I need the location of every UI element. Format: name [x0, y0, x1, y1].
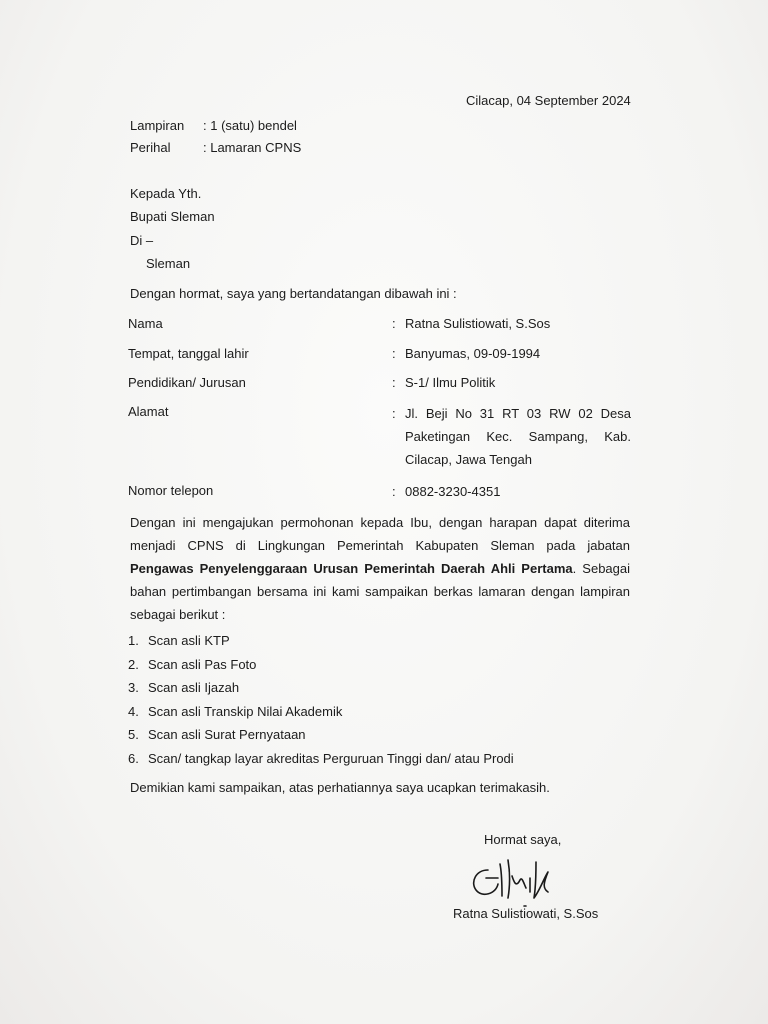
- meta-label-perihal: Perihal: [130, 140, 171, 155]
- field-label-nama: Nama: [128, 316, 163, 331]
- closing-line: Demikian kami sampaikan, atas perhatiannya saya ucapkan terimakasih.: [130, 780, 550, 795]
- field-value-pendidikan: S-1/ Ilmu Politik: [405, 375, 496, 390]
- field-label-telepon: Nomor telepon: [128, 483, 214, 498]
- list-text: Scan asli Ijazah: [148, 680, 240, 695]
- meta-label-lampiran: Lampiran: [130, 118, 185, 133]
- list-text: Scan asli Surat Pernyataan: [148, 727, 306, 742]
- list-item: [128, 704, 514, 728]
- signoff: Hormat saya,: [484, 832, 562, 847]
- field-value-nama: Ratna Sulistiowati, S.Sos: [405, 316, 551, 331]
- date-line: Cilacap, 04 September 2024: [466, 93, 631, 108]
- intro-line: Dengan hormat, saya yang bertandatangan dibawah ini :: [130, 286, 457, 301]
- meta-value-perihal: : Lamaran CPNS: [203, 140, 302, 155]
- list-number: 1.: [128, 633, 139, 648]
- list-number: 3.: [128, 680, 139, 695]
- list-text: Scan asli Transkip Nilai Akademik: [148, 703, 343, 719]
- list-item: [128, 751, 514, 775]
- recipient-line-3: Di –: [130, 233, 154, 248]
- attachment-list: [128, 633, 514, 774]
- field-colon: :: [392, 316, 396, 331]
- list-number: 2.: [128, 656, 139, 672]
- body-text-part1: Dengan ini mengajukan permohonan kepada Ibu, dengan harapan dapat diterima menjadi CPNS di Lingkungan Pemerintah Kabupaten Sleman pada jabatan: [130, 515, 630, 553]
- list-text: Scan/ tangkap layar akreditas Perguruan Tinggi dan/ atau Prodi: [148, 750, 514, 766]
- field-colon: :: [392, 406, 396, 421]
- field-colon: :: [392, 484, 396, 499]
- list-number: 6.: [128, 750, 139, 766]
- field-colon: :: [392, 375, 396, 390]
- field-colon: :: [392, 346, 396, 361]
- handwritten-signature-icon: [462, 848, 582, 908]
- field-label-ttl: Tempat, tanggal lahir: [128, 346, 249, 361]
- list-text: Scan asli KTP: [148, 633, 230, 648]
- list-item: [128, 633, 514, 657]
- body-text-part2: . Sebagai bahan pertimbangan bersama ini kami sampaikan berkas lamaran dengan lampiran sebagai berikut :: [130, 561, 630, 622]
- recipient-line-1: Kepada Yth.: [130, 186, 202, 201]
- field-label-pendidikan: Pendidikan/ Jurusan: [128, 375, 246, 390]
- recipient-line-2: Bupati Sleman: [130, 209, 215, 224]
- meta-value-lampiran: : 1 (satu) bendel: [203, 118, 297, 133]
- position-title: Pengawas Penyelenggaraan Urusan Pemerintah Daerah Ahli Pertama: [130, 561, 573, 576]
- list-item: [128, 657, 514, 681]
- list-number: 4.: [128, 703, 139, 719]
- recipient-line-4: Sleman: [146, 256, 191, 271]
- field-label-alamat: Alamat: [128, 404, 169, 419]
- field-value-ttl: Banyumas, 09-09-1994: [405, 346, 541, 361]
- list-item: [128, 680, 514, 704]
- field-value-alamat: Jl. Beji No 31 RT 03 RW 02 Desa Paketingan Kec. Sampang, Kab. Cilacap, Jawa Tengah: [405, 406, 631, 467]
- list-item: [128, 727, 514, 751]
- signer-name: Ratna Sulistiowati, S.Sos: [453, 906, 599, 921]
- list-text: Scan asli Pas Foto: [148, 656, 257, 672]
- list-number: 5.: [128, 727, 139, 742]
- field-value-telepon: 0882-3230-4351: [405, 484, 501, 499]
- body-paragraph: [130, 511, 630, 626]
